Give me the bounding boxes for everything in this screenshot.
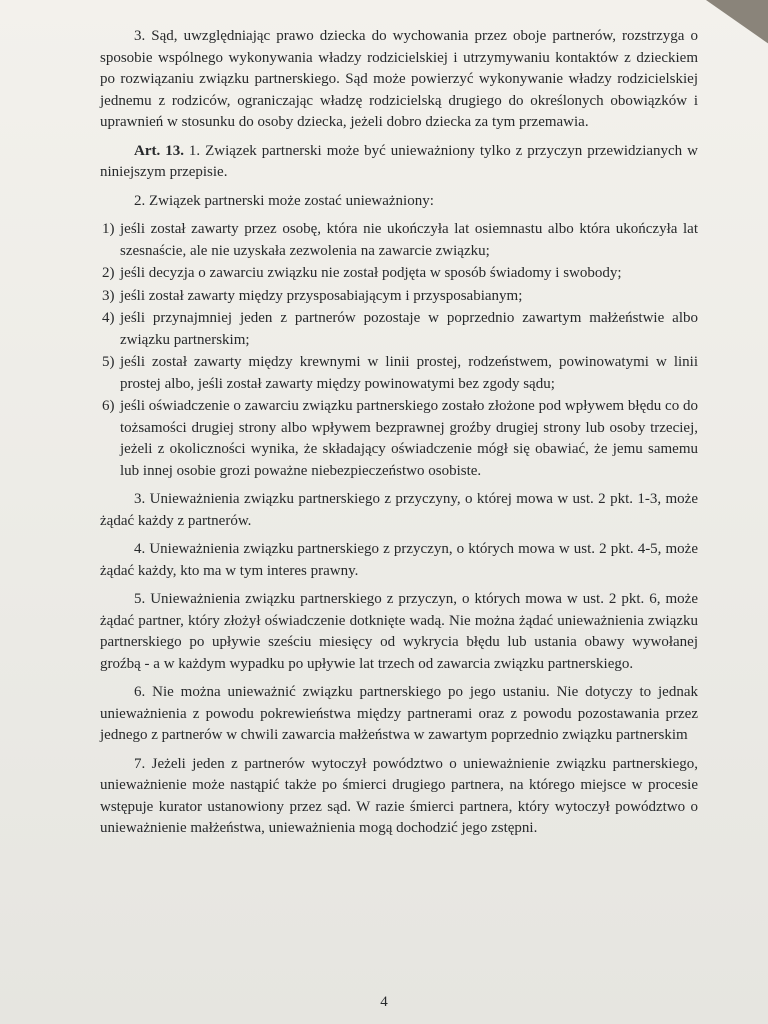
- document-body: [100, 26, 698, 847]
- list-item: [100, 219, 698, 262]
- list-item-text: jeśli został zawarty między krewnymi w linii prostej, rodzeństwem, powinowatymi w linii prostej albo, jeśli został zawarty między powinowatymi bez zgody sądu;: [120, 354, 698, 392]
- list-item-text: jeśli decyzja o zawarciu związku nie został podjęta w sposób świadomy i swobody;: [120, 265, 622, 281]
- list-item-number: 5): [102, 354, 115, 370]
- article-13-paragraph-7: 7. Jeżeli jeden z partnerów wytoczył powództwo o unieważnienie związku partnerskiego, unieważnienie może nastąpić także po śmierci drugiego partnera, na którego miejsce w procesie wstępuje kurator ustanowiony przez sąd. W razie śmierci partnera, który wytoczył powództwo o unieważnienie małżeństwa, unieważnienia mogą dochodzić jego zstępni.: [100, 755, 698, 836]
- list-item: [100, 396, 698, 482]
- paragraph-3-custody: 3. Sąd, uwzględniając prawo dziecka do wychowania przez oboje partnerów, rozstrzyga o sposobie wspólnego wykonywania władzy rodzicielskiej i utrzymywaniu kontaktów z dzieckiem po rozwiązaniu związku partnerskiego. Sąd może powierzyć wykonywanie władzy rodzicielskiej jednemu z rodziców, ograniczając władzę rodzicielską drugiego do określonych obowiązków i uprawnień w stosunku do osoby dziecka, jeżeli dobro dziecka za tym przemawia.: [100, 28, 698, 130]
- list-item-number: 2): [102, 265, 115, 281]
- article-13-paragraph-5: 5. Unieważnienia związku partnerskiego z przyczyn, o których mowa w ust. 2 pkt. 6, może żądać partner, który złożył oświadczenie dotknięte wadą. Nie można żądać unieważnienia związku partnerskiego po upływie sześciu miesięcy od wykrycia błędu lub ustania obawy wywołanej groźbą - a w każdym wypadku po upływie lat trzech od zawarcia związku partnerskiego.: [100, 591, 698, 672]
- list-item: [100, 263, 698, 285]
- list-item-text: jeśli oświadczenie o zawarciu związku partnerskiego zostało złożone pod wpływem błędu co do tożsamości drugiej strony albo wpływem bezprawnej groźby drugiej strony lub osoby trzeciej, jeżeli z okoliczności wynika, że składający oświadczenie mógł się obawiać, że jemu samemu lub innej osobie grozi poważne niebezpieczeństwo osobiste.: [120, 398, 698, 479]
- article-13-paragraph-2: 2. Związek partnerski może zostać unieważniony:: [134, 192, 434, 209]
- article-13-paragraph-3: 3. Unieważnienia związku partnerskiego z przyczyny, o której mowa w ust. 2 pkt. 1-3, może żądać każdy z partnerów.: [100, 491, 698, 529]
- article-13-paragraph-6: 6. Nie można unieważnić związku partnerskiego po jego ustaniu. Nie dotyczy to jednak unieważnienia z powodu pokrewieństwa między partnerami oraz z powodu pozostawania przez jednego z partnerów w chwili zawarcia małżeństwa w zawartym poprzednio związku partnerskim: [100, 684, 698, 743]
- article-13-paragraph-4: 4. Unieważnienia związku partnerskiego z przyczyn, o których mowa w ust. 2 pkt. 4-5, może żądać każdy, kto ma w tym interes prawny.: [100, 541, 698, 579]
- list-item-number: 1): [102, 221, 115, 237]
- article-13-paragraph-1: [100, 141, 698, 184]
- list-item: [100, 286, 698, 308]
- list-item-text: jeśli został zawarty przez osobę, która nie ukończyła lat osiemnastu albo która ukończyła lat szesnaście, ale nie uzyskała zezwolenia na zawarcie związku;: [120, 221, 698, 259]
- article-13-label: Art. 13.: [134, 142, 184, 159]
- list-item-number: 3): [102, 287, 115, 304]
- list-item-text: jeśli przynajmniej jeden z partnerów pozostaje w poprzednio zawartym małżeństwie albo związku partnerskim;: [120, 310, 698, 348]
- list-item-number: 6): [102, 398, 115, 414]
- article-13-paragraph-1-text: 1. Związek partnerski może być unieważniony tylko z przyczyn przewidzianych w niniejszym przepisie.: [100, 142, 698, 180]
- list-item-number: 4): [102, 310, 115, 326]
- list-item-text: jeśli został zawarty między przysposabiającym i przysposabianym;: [120, 287, 523, 304]
- annulment-grounds-list: [100, 219, 698, 482]
- list-item: [100, 352, 698, 395]
- list-item: [100, 308, 698, 351]
- page-number: 4: [380, 994, 388, 1010]
